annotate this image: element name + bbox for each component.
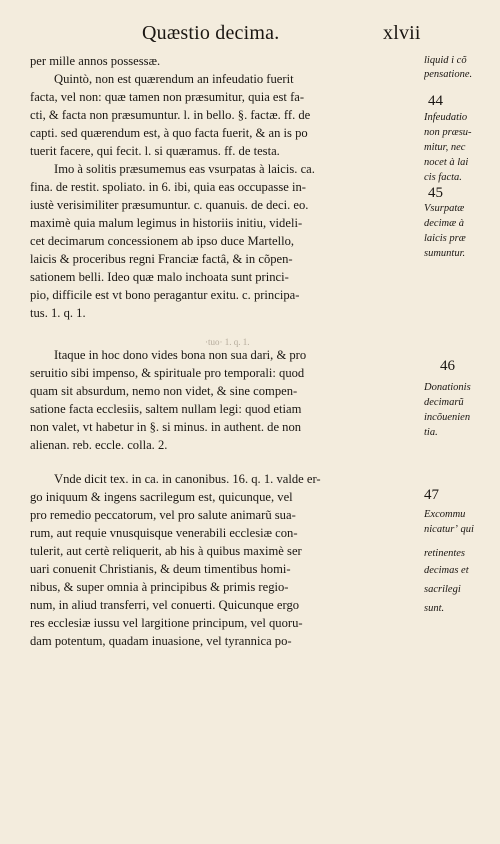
text-line: cet decimarum concessionem ab ipso duce Martello, xyxy=(30,234,295,248)
margin-note: decimas et xyxy=(424,565,469,576)
text-line: nibus, & super omnia à principibus & primis regio- xyxy=(30,580,289,594)
margin-note: nocet à lai xyxy=(424,157,469,168)
margin-note: mitur, nec xyxy=(424,142,466,153)
margin-note: Infeudatio xyxy=(424,112,468,123)
margin-note: sunt. xyxy=(424,603,445,614)
text-line: dam potentum, quadam inuasione, vel tyrannica po- xyxy=(30,634,292,648)
margin-number: 44 xyxy=(428,93,443,109)
text-line: non valet, vt habetur in §. si minus. in authent. de non xyxy=(30,420,302,434)
text-line: fina. de restit. spoliato. in 6. ibi, quia eas occupasse in- xyxy=(30,180,306,194)
margin-note: Vsurpatæ xyxy=(424,203,465,214)
text-line: maximè quia malum legimus in historiis initiu, videli- xyxy=(30,216,303,230)
text-line: pro remedio peccatorum, vel pro salute animarũ sua- xyxy=(30,508,296,522)
text-line: alienan. reb. eccle. colla. 2. xyxy=(30,438,168,452)
text-line: facta, vel non: quæ tamen non præsumitur, quia est fa- xyxy=(30,90,305,104)
margin-note: non præsu- xyxy=(424,127,472,138)
margin-note: tia. xyxy=(424,427,438,438)
margin-note: Excommu xyxy=(424,509,466,520)
margin-note: nicaturʼ qui xyxy=(424,524,474,535)
running-title: Quæstio decima. xyxy=(142,22,280,44)
text-line: tulerit, aut certè reliquerit, ab his à quibus maximè ser xyxy=(30,544,302,558)
folio-number: xlvii xyxy=(383,22,421,44)
text-line: tuerit facere, qui fecit. l. si quæramus. ff. de testa. xyxy=(30,144,280,158)
margin-number: 45 xyxy=(428,185,443,201)
text-line: pio, difficile est vt bono peragantur exitu. c. principa- xyxy=(30,288,300,302)
text-line: go iniquum & ingens sacrilegum est, quicunque, vel xyxy=(30,490,293,504)
text-line: cti, & facta non præsumuntur. l. in bello. §. factæ. ff. de xyxy=(30,108,311,122)
margin-note: cis facta. xyxy=(424,172,462,183)
text-line: iustè verisimiliter præsumuntur. c. quanuis. de deci. eo. xyxy=(30,198,309,212)
text-line: laicis & proceribus regni Franciæ factâ, & in cõpen- xyxy=(30,252,293,266)
margin-number: 47 xyxy=(424,487,439,503)
margin-number: 46 xyxy=(440,358,455,374)
text-line: sationem belli. Ideo quæ malo inchoata sunt princi- xyxy=(30,270,289,284)
text-line: satione facta ecclesiis, saltem nullam legi: quod etiam xyxy=(30,402,302,416)
text-line: per mille annos possessæ. xyxy=(30,54,161,68)
text-line: capti. sed quærendum est, à quo facta fuerit, & an is po xyxy=(30,126,308,140)
margin-note: pensatione. xyxy=(424,69,473,80)
margin-note: retinentes xyxy=(424,548,466,559)
margin-note: sacrilegi xyxy=(424,584,461,595)
text-line: Itaque in hoc dono vides bona non sua dari, & pro xyxy=(54,348,307,362)
text-line: seruitio sibi impenso, & spirituale pro temporali: quod xyxy=(30,366,305,380)
faint-show-through: ·tuo· 1. q. 1. xyxy=(205,337,250,347)
text-line: uari conuenit Christianis, & deum timentibus homi- xyxy=(30,562,291,576)
margin-note: decimarũ xyxy=(424,397,464,408)
margin-note: sumuntur. xyxy=(424,248,466,259)
text-line: rum, aut requie vnusquisque venerabili ecclesiæ con- xyxy=(30,526,298,540)
margin-note: Donationis xyxy=(424,382,471,393)
margin-note: incõuenien xyxy=(424,412,471,423)
margin-note: decimæ à xyxy=(424,218,464,229)
text-line: Imo à solitis præsumemus eas vsurpatas à laicis. ca. xyxy=(54,162,315,176)
text-line: tus. 1. q. 1. xyxy=(30,306,86,320)
margin-note: laicis præ xyxy=(424,233,466,244)
text-line: num, in aliud transferri, vel conuerti. Quicunque ergo xyxy=(30,598,300,612)
margin-note: liquid i cõ xyxy=(424,55,467,66)
text-line: Quintò, non est quærendum an infeudatio fuerit xyxy=(54,72,294,86)
text-line: res ecclesiæ iussu vel largitione principum, vel quoru- xyxy=(30,616,303,630)
text-line: quam sit absurdum, nemo non videt, & sine compen- xyxy=(30,384,298,398)
text-line: Vnde dicit tex. in ca. in canonibus. 16. q. 1. valde er- xyxy=(54,472,321,486)
